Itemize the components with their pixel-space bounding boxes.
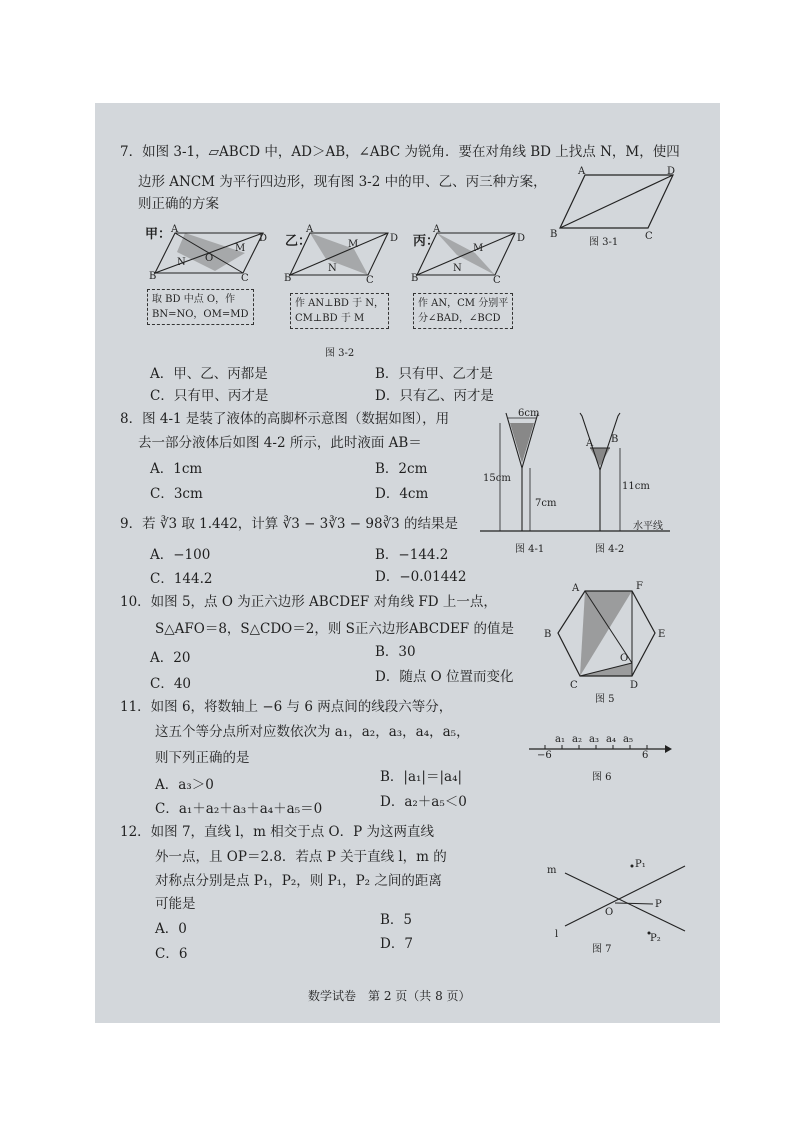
svg-text:D: D xyxy=(667,166,676,177)
axis-label-6: 6 xyxy=(642,750,649,761)
svg-text:C: C xyxy=(493,275,501,286)
q12-option-d: D．7 xyxy=(380,936,413,952)
svg-text:B: B xyxy=(149,271,157,282)
svg-text:D: D xyxy=(390,233,399,244)
q10-line-1: 10．如图 5，点 O 为正六边形 ABCDEF 对角线 FD 上一点， xyxy=(120,594,497,610)
page-footer: 数学试卷 第 2 页（共 8 页） xyxy=(308,989,471,1003)
svg-text:O: O xyxy=(605,907,614,918)
q10-option-b: B．30 xyxy=(375,644,416,660)
goblet2-height-label: 11cm xyxy=(622,481,650,492)
scheme-jia-box-line-2: BN=NO，OM=MD xyxy=(152,309,249,320)
scheme-yi-label: 乙： xyxy=(285,234,312,249)
svg-text:M: M xyxy=(235,243,246,254)
axis-label-a3: a₃ xyxy=(589,734,599,745)
q8-option-a: A．1cm xyxy=(150,461,203,477)
q8-option-b: B．2cm xyxy=(375,461,428,477)
figure-3-2-caption: 图 3-2 xyxy=(325,348,355,359)
q11-line-2: 这五个等分点所对应数依次为 a₁，a₂，a₃，a₄，a₅， xyxy=(155,724,470,740)
q9-option-b: B．−144.2 xyxy=(375,547,449,563)
q9-option-c: C．144.2 xyxy=(150,571,213,587)
svg-text:P: P xyxy=(655,899,662,910)
q12-option-b: B．5 xyxy=(380,912,413,928)
scheme-bing-label: 丙： xyxy=(413,234,440,249)
q12-option-c: C．6 xyxy=(155,946,188,962)
figure-4-1-caption: 图 4-1 xyxy=(515,544,545,555)
axis-label-a4: a₄ xyxy=(606,734,616,745)
svg-text:C: C xyxy=(570,680,578,691)
goblet-height-label: 15cm xyxy=(483,473,511,484)
q8-option-d: D．4cm xyxy=(375,486,429,502)
q11-line-3: 则下列正确的是 xyxy=(155,750,250,766)
axis-label-a1: a₁ xyxy=(555,734,565,745)
svg-text:D: D xyxy=(517,233,526,244)
scheme-bing-box-line-1: 作 AN，CM 分别平 xyxy=(418,298,509,309)
svg-text:C: C xyxy=(241,273,249,284)
figure-6-caption: 图 6 xyxy=(592,772,612,783)
svg-text:E: E xyxy=(658,629,666,640)
svg-text:A: A xyxy=(586,438,594,449)
svg-text:D: D xyxy=(630,680,639,691)
svg-text:N: N xyxy=(453,263,462,274)
q12-line-1: 12．如图 7，直线 l，m 相交于点 O．P 为这两直线 xyxy=(120,824,434,840)
svg-text:D: D xyxy=(259,233,268,244)
svg-text:m: m xyxy=(547,865,557,876)
figure-scheme-yi xyxy=(284,224,399,286)
q9-line: 9．若 ∛3 取 1.442，计算 ∛3 − 3∛3 − 98∛3 的结果是 xyxy=(120,516,459,532)
exam-page xyxy=(95,103,720,1023)
svg-text:A: A xyxy=(306,224,314,235)
q8-line-2: 去一部分液体后如图 4-2 所示，此时液面 AB＝ xyxy=(138,435,422,451)
q7-line-1: 7．如图 3-1，▱ABCD 中，AD＞AB，∠ABC 为锐角．要在对角线 BD 上找点 N，M，使四 xyxy=(120,144,680,160)
svg-text:l: l xyxy=(555,929,559,940)
svg-text:A: A xyxy=(572,583,580,594)
goblet-width-label: 6cm xyxy=(518,408,540,419)
scheme-jia-box-line-1: 取 BD 中点 O，作 xyxy=(152,294,236,305)
svg-text:B: B xyxy=(611,434,619,445)
svg-text:F: F xyxy=(636,581,643,592)
svg-text:O: O xyxy=(620,653,629,664)
q9-option-a: A．−100 xyxy=(150,547,211,563)
q7-option-a: A．甲、乙、丙都是 xyxy=(150,366,268,382)
svg-text:B: B xyxy=(284,273,292,284)
figure-scheme-bing xyxy=(411,224,526,286)
q7-option-c: C．只有甲、丙才是 xyxy=(150,388,269,404)
svg-text:P₁: P₁ xyxy=(635,859,646,870)
q10-option-d: D．随点 O 位置而变化 xyxy=(375,669,514,685)
scheme-jia-label: 甲： xyxy=(145,227,172,242)
svg-text:N: N xyxy=(328,263,337,274)
q8-line-1: 8．图 4-1 是装了液体的高脚杯示意图（数据如图），用 xyxy=(120,411,450,427)
scheme-bing-box xyxy=(413,293,513,329)
figure-3-1-caption: 图 3-1 xyxy=(589,237,619,248)
scheme-yi-box-line-2: CM⊥BD 于 M xyxy=(295,313,365,324)
goblet-stem-label: 7cm xyxy=(535,498,557,509)
q7-option-d: D．只有乙、丙才是 xyxy=(375,388,494,404)
q12-line-2: 外一点，且 OP＝2.8．若点 P 关于直线 l，m 的 xyxy=(155,849,447,865)
q11-line-1: 11．如图 6，将数轴上 −6 与 6 两点间的线段六等分， xyxy=(120,699,453,715)
figure-5-hexagon xyxy=(544,581,670,691)
figure-scheme-jia xyxy=(149,224,268,284)
q9-option-d: D．−0.01442 xyxy=(375,569,467,585)
q7-option-b: B．只有甲、乙才是 xyxy=(375,366,493,382)
axis-label-a2: a₂ xyxy=(572,734,582,745)
q11-option-a: A．a₃＞0 xyxy=(155,777,214,793)
q10-line-2: S△AFO＝8，S△CDO＝2，则 S正六边形ABCDEF 的值是 xyxy=(155,621,514,637)
q11-option-d: D．a₂＋a₅＜0 xyxy=(380,794,467,810)
q12-line-4: 可能是 xyxy=(155,896,196,912)
axis-label-neg6: −6 xyxy=(537,750,552,761)
figure-5-caption: 图 5 xyxy=(595,694,615,705)
svg-text:O: O xyxy=(205,253,214,264)
q8-option-c: C．3cm xyxy=(150,486,203,502)
axis-label-a5: a₅ xyxy=(623,734,633,745)
q12-option-a: A．0 xyxy=(155,921,187,937)
svg-text:P₂: P₂ xyxy=(650,933,661,944)
q10-option-c: C．40 xyxy=(150,676,192,692)
svg-text:C: C xyxy=(645,231,653,242)
svg-text:C: C xyxy=(366,275,374,286)
svg-text:M: M xyxy=(348,239,359,250)
svg-text:A: A xyxy=(171,224,179,235)
figure-4-2-caption: 图 4-2 xyxy=(595,544,625,555)
svg-text:M: M xyxy=(473,243,484,254)
svg-text:A: A xyxy=(433,224,441,235)
q11-option-b: B．|a₁|＝|a₄| xyxy=(380,769,463,785)
svg-text:B: B xyxy=(550,229,558,240)
figure-7-lines xyxy=(545,851,695,951)
q7-line-3: 则正确的方案 xyxy=(138,196,219,212)
q11-option-c: C．a₁＋a₂＋a₃＋a₄＋a₅＝0 xyxy=(155,801,323,817)
scheme-jia-box xyxy=(147,289,254,325)
svg-text:A: A xyxy=(578,166,586,177)
svg-text:N: N xyxy=(177,257,186,268)
scheme-yi-box-line-1: 作 AN⊥BD 于 N， xyxy=(295,298,385,309)
q12-line-3: 对称点分别是点 P₁，P₂，则 P₁，P₂ 之间的距离 xyxy=(155,873,442,889)
figure-7-caption: 图 7 xyxy=(592,944,612,955)
svg-text:B: B xyxy=(411,273,419,284)
svg-text:B: B xyxy=(544,629,552,640)
q10-option-a: A．20 xyxy=(150,650,191,666)
scheme-bing-box-line-2: 分∠BAD，∠BCD xyxy=(418,313,501,324)
ground-line-label: 水平线 xyxy=(633,521,663,532)
q7-line-2: 边形 ANCM 为平行四边形，现有图 3-2 中的甲、乙、丙三种方案， xyxy=(138,174,547,190)
scheme-yi-box xyxy=(290,293,389,329)
